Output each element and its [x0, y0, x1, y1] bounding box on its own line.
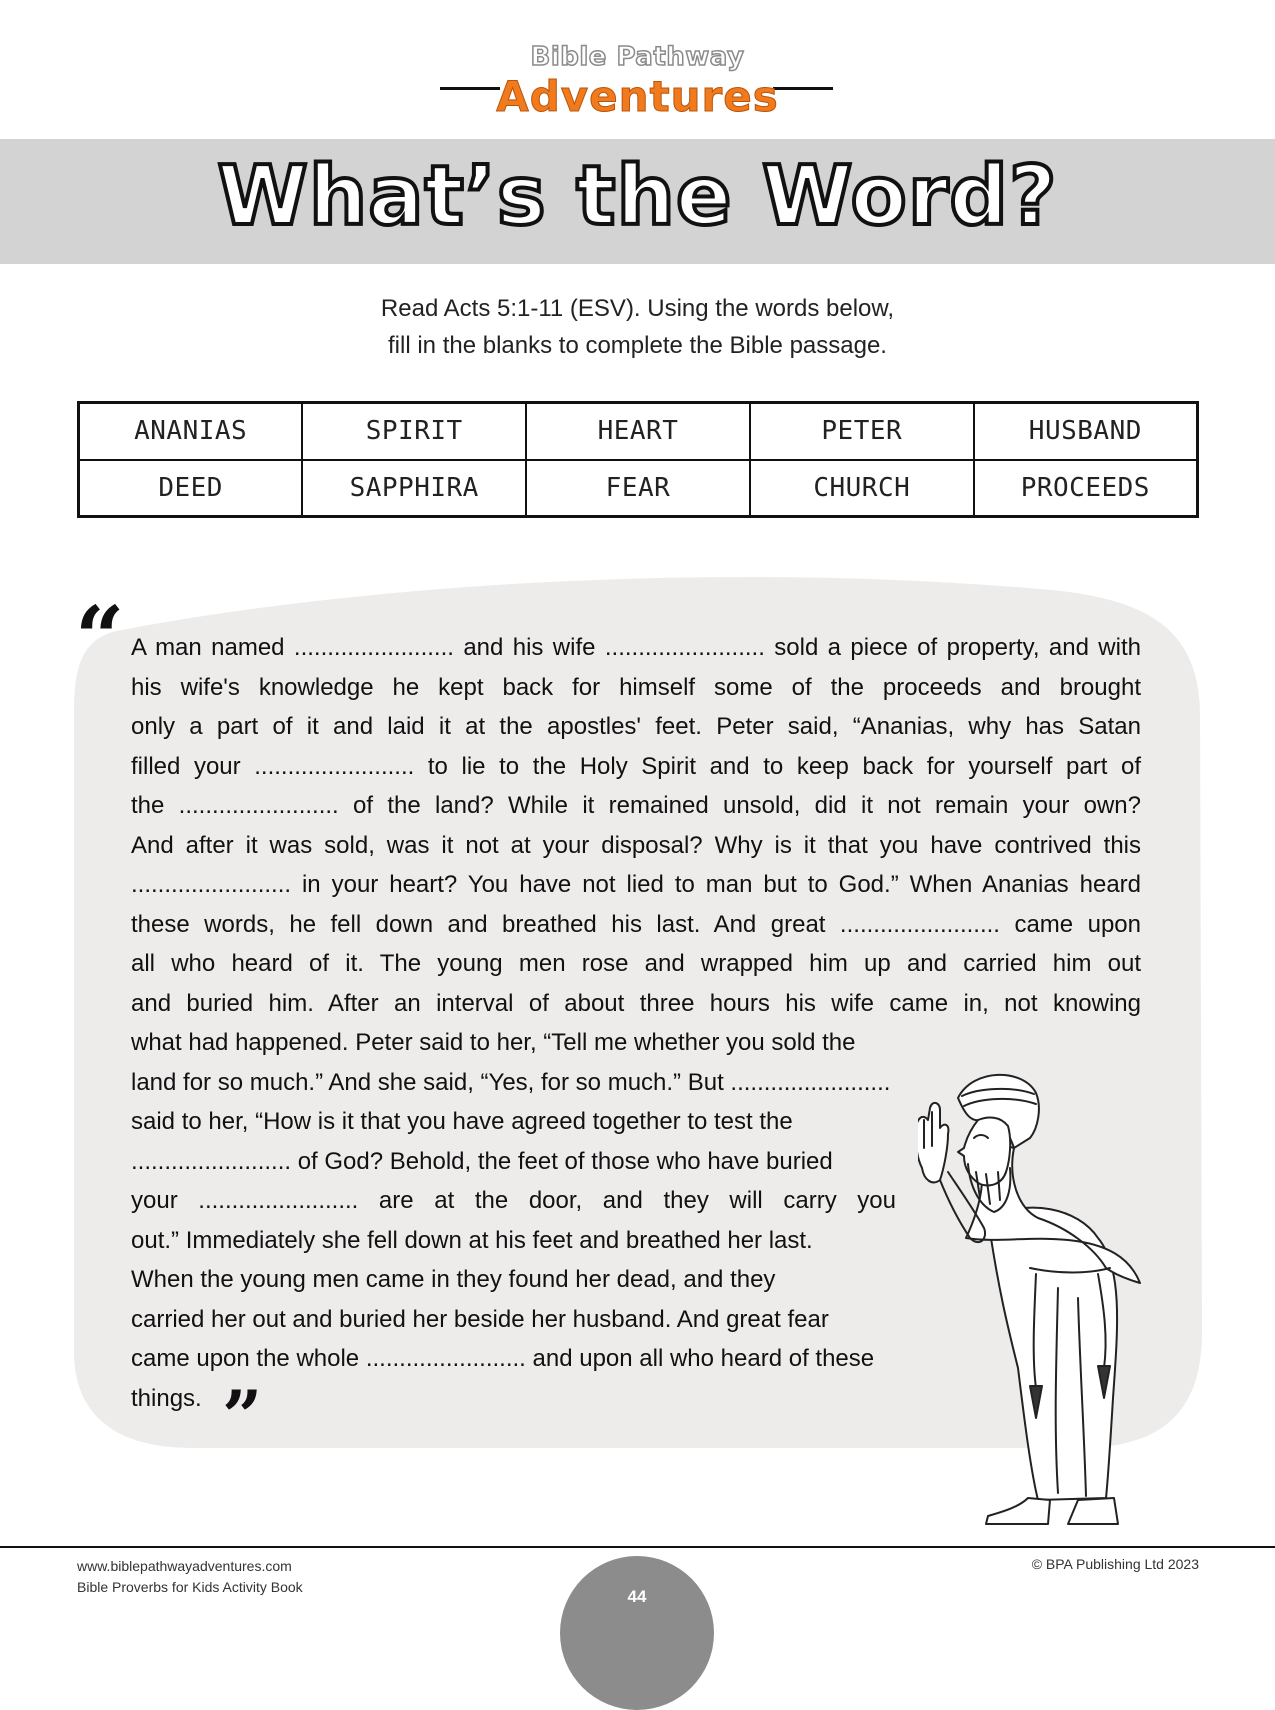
- word-bank-cell: PROCEEDS: [974, 460, 1198, 517]
- word-bank-table: [77, 401, 1199, 518]
- footer-rule: [0, 1546, 1275, 1548]
- passage-line: out.” Immediately she fell down at his feet and breathed her last.: [131, 1226, 813, 1254]
- logo-line2: Adventures: [496, 72, 779, 121]
- passage-line: When the young men came in they found her dead, and they: [131, 1266, 776, 1293]
- passage-line: A man named ........................ and his wife ........................ sold a piece of property, and with: [131, 634, 1141, 661]
- logo: [0, 30, 1275, 125]
- instructions: [0, 290, 1275, 364]
- passage-line: And after it was sold, was it not at your disposal? Why is it that you have contrived this: [131, 831, 1141, 859]
- passage-line: what had happened. Peter said to her, “Tell me whether you sold the: [131, 1029, 856, 1056]
- word-bank-cell: ANANIAS: [79, 403, 303, 460]
- passage-line: ........................ of God? Behold, the feet of those who have buried: [131, 1147, 833, 1175]
- passage-line: these words, he fell down and breathed his last. And great ........................ came upon: [131, 910, 1141, 938]
- open-quote-mark: “: [75, 588, 125, 689]
- footer-website: www.biblepathwayadventures.com: [77, 1558, 292, 1574]
- word-bank-cell: HUSBAND: [974, 403, 1198, 460]
- passage-line: all who heard of it. The young men rose and wrapped him up and carried him out: [131, 950, 1141, 977]
- word-bank-row: [79, 460, 1198, 517]
- title-band: [0, 139, 1275, 264]
- passage-line: said to her, “How is it that you have agreed together to test the: [131, 1108, 793, 1135]
- page-number-tab: [560, 1556, 714, 1710]
- footer-left: [77, 1556, 303, 1598]
- close-quote-mark: ”: [222, 1375, 263, 1458]
- passage-line: ........................ in your heart? You have not lied to man but to God.” When Ananias heard: [131, 871, 1141, 898]
- word-bank-cell: HEART: [526, 403, 750, 460]
- page-number: 44: [627, 1587, 647, 1606]
- passage-line: came upon the whole ........................ and upon all who heard of these: [131, 1345, 875, 1372]
- footer-book-title: Bible Proverbs for Kids Activity Book: [77, 1579, 303, 1595]
- passage-line: your ........................ are at the door, and they will carry you: [131, 1187, 896, 1214]
- passage-line: and buried him. After an interval of about three hours his wife came in, not knowing: [131, 989, 1141, 1017]
- instructions-line2: fill in the blanks to complete the Bible passage.: [388, 332, 887, 359]
- logo-line1: Bible Pathway: [530, 42, 745, 72]
- word-bank-row: [79, 403, 1198, 460]
- page-title: What’s the Word?: [217, 149, 1058, 244]
- word-bank-cell: SPIRIT: [302, 403, 526, 460]
- word-bank-cell: SAPPHIRA: [302, 460, 526, 517]
- passage-line: the ........................ of the land? While it remained unsold, did it not remain your own?: [131, 792, 1141, 819]
- passage-line: only a part of it and laid it at the apostles' feet. Peter said, “Ananias, why has Satan: [131, 713, 1141, 740]
- passage-line: land for so much.” And she said, “Yes, for so much.” But ........................: [131, 1068, 891, 1096]
- peter-illustration: [918, 1068, 1218, 1528]
- instructions-line1: Read Acts 5:1-11 (ESV). Using the words below,: [380, 295, 895, 322]
- word-bank-cell: CHURCH: [750, 460, 974, 517]
- passage-line: filled your ........................ to lie to the Holy Spirit and to keep back for yourself part of: [131, 752, 1141, 780]
- word-bank-cell: FEAR: [526, 460, 750, 517]
- passage-line: his wife's knowledge he kept back for himself some of the proceeds and brought: [131, 673, 1141, 701]
- passage-line: carried her out and buried her beside her husband. And great fear: [131, 1305, 829, 1333]
- word-bank-cell: DEED: [79, 460, 303, 517]
- passage-line: things.: [131, 1384, 202, 1412]
- word-bank-cell: PETER: [750, 403, 974, 460]
- footer-copyright: © BPA Publishing Ltd 2023: [1031, 1556, 1199, 1572]
